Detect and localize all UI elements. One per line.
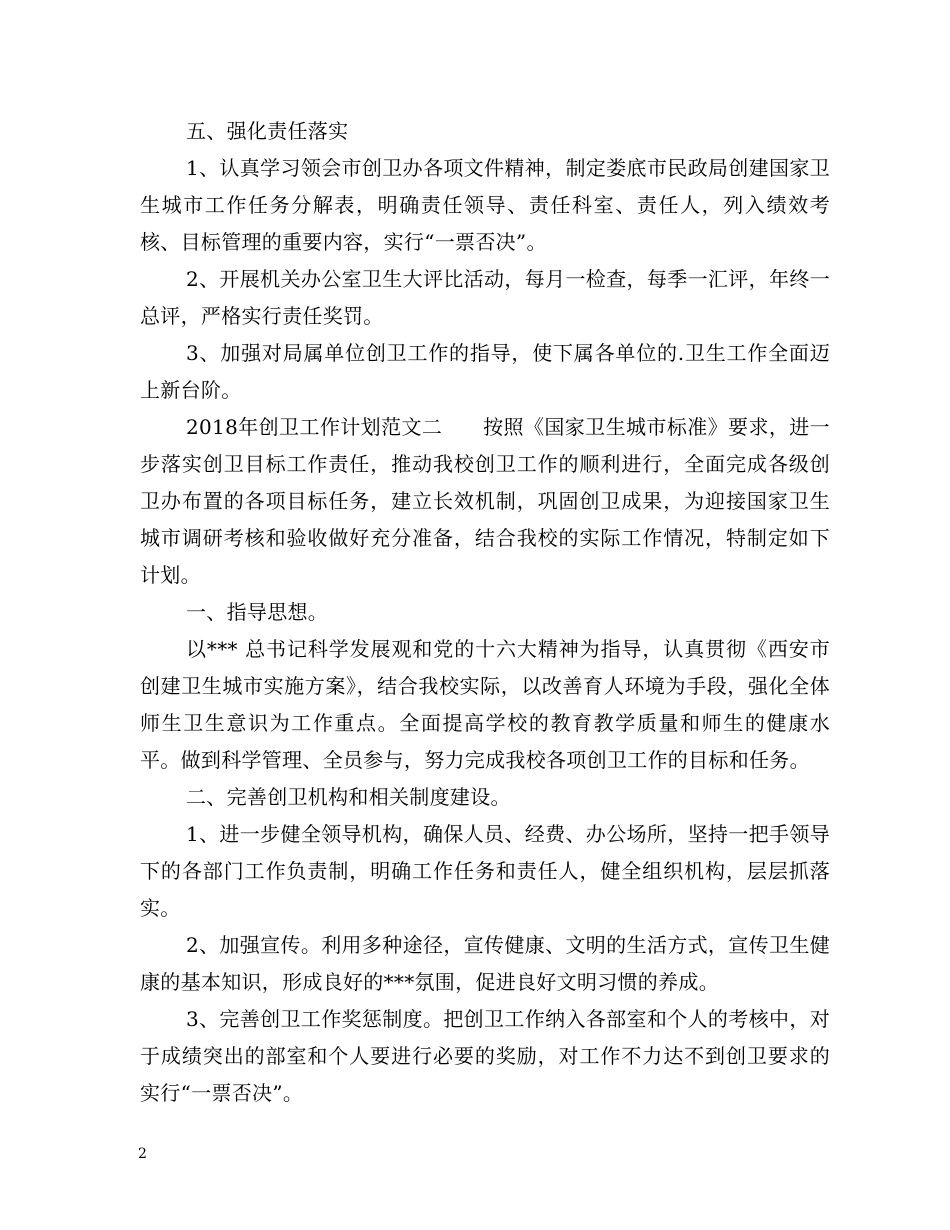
section-heading-5: 五、强化责任落实 <box>186 119 349 143</box>
section-heading-2: 二、完善创卫机构和相关制度建设。 <box>186 785 511 809</box>
paragraph: 1、进一步健全领导机构，确保人员、经费、办公场所，坚持一把手领导下的各部门工作负责制，明确工作任务和责任人，健全组织机构，层层抓落实。 <box>140 822 830 920</box>
section-heading-1: 一、指导思想。 <box>186 600 329 624</box>
paragraph: 1、认真学习领会市创卫办各项文件精神，制定娄底市民政局创建国家卫生城市工作任务分解表，明确责任领导、责任科室、责任人，列入绩效考核、目标管理的重要内容，实行“一票否决”。 <box>140 156 830 254</box>
page-number: 2 <box>138 1146 147 1162</box>
paragraph: 3、加强对局属单位创卫工作的指导，使下属各单位的.卫生工作全面迈上新台阶。 <box>140 341 830 402</box>
paragraph: 2、开展机关办公室卫生大评比活动，每月一检查，每季一汇评，年终一总评，严格实行责任奖罚。 <box>140 267 830 328</box>
document-body <box>140 113 830 1112</box>
paragraph: 3、完善创卫工作奖惩制度。把创卫工作纳入各部室和个人的考核中，对于成绩突出的部室和个人要进行必要的奖励，对工作不力达不到创卫要求的实行“一票否决”。 <box>140 1007 830 1105</box>
paragraph: 2、加强宣传。利用多种途径，宣传健康、文明的生活方式，宣传卫生健康的基本知识，形成良好的***氛围，促进良好文明习惯的养成。 <box>140 933 830 994</box>
paragraph: 以*** 总书记科学发展观和党的十六大精神为指导，认真贯彻《西安市创建卫生城市实施方案》，结合我校实际，以改善育人环境为手段，强化全体师生卫生意识为工作重点。全面提高学校的教育教学质量和师生的健康水平。做到科学管理、全员参与，努力完成我校各项创卫工作的目标和任务。 <box>140 637 830 772</box>
paragraph: 2018年创卫工作计划范文二 按照《国家卫生城市标准》要求，进一步落实创卫目标工作责任，推动我校创卫工作的顺利进行，全面完成各级创卫办布置的各项目标任务，建立长效机制，巩固创卫成果，为迎接国家卫生城市调研考核和验收做好充分准备，结合我校的实际工作情况，特制定如下计划。 <box>140 415 830 587</box>
